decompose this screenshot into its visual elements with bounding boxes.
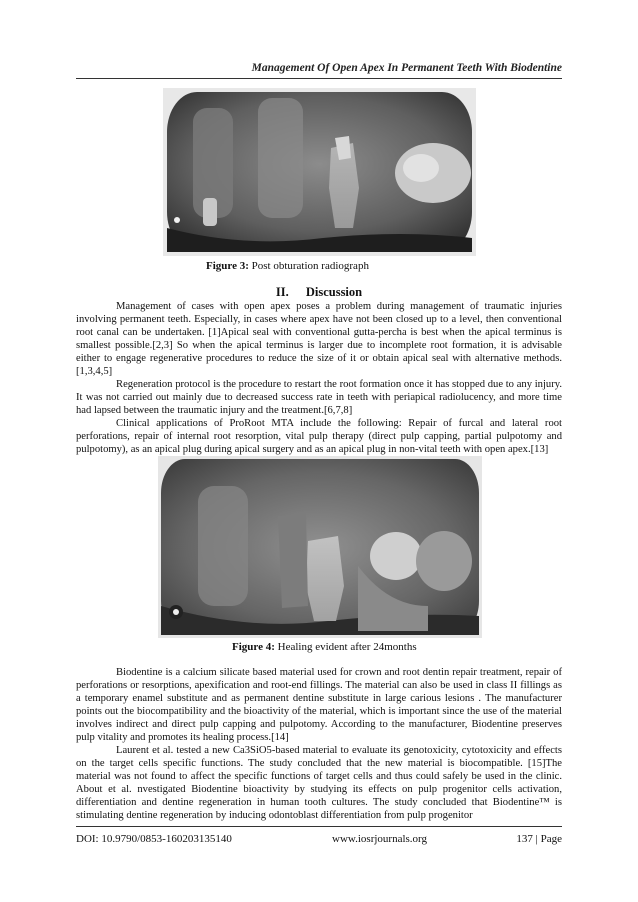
header-rule bbox=[76, 78, 562, 79]
paragraph: Management of cases with open apex poses a problem during management of traumatic injuries involving permanent teeth. Especially, in cases where apex have not been closed up to a level, then conventional root canal can be undertaken. [1]Apical seal with conventional gutta-percha is best when the apical terminus is smallest possible.[2,3] So when the apical terminus is larger due to incomplete root formation, it is advisable either to engage regenerative procedures to reduce the size of it or obtain apical seal with alternative methods.[1,3,4,5] bbox=[76, 301, 562, 377]
figure-3-caption-text: Post obturation radiograph bbox=[251, 260, 369, 272]
figure-4-caption bbox=[232, 641, 417, 653]
running-header: Management Of Open Apex In Permanent Teeth With Biodentine bbox=[251, 62, 562, 74]
footer-doi: DOI: 10.9790/0853-160203135140 bbox=[76, 833, 232, 845]
figure-4-radiograph bbox=[158, 456, 482, 638]
discussion-text-block-2 bbox=[76, 666, 562, 822]
discussion-text-block-1 bbox=[76, 300, 562, 456]
section-heading bbox=[0, 285, 638, 300]
figure-4-label: Figure 4: bbox=[232, 641, 275, 653]
footer-website[interactable]: www.iosrjournals.org bbox=[332, 833, 428, 845]
paragraph: Clinical applications of ProRoot MTA include the following: Repair of furcal and lateral root perforations, repair of internal root resorption, vital pulp therapy (direct pulp capping, partial pulpotomy and pulpotomy), as an apical plug during apical surgery and as an apical plug in non-vital teeth with open apex.[13] bbox=[76, 418, 562, 455]
paragraph: Biodentine is a calcium silicate based material used for crown and root dentin repair treatment, repair of perforations or resorptions, apexification and root-end fillings. The material can also be used in class II fillings as a temporary enamel substitute and as permanent dentine substitute in large carious lesions . The manufacturer points out the biocompatibility and the bioactivity of the material, which is important since the use of the material involves indirect and direct pulp capping and pulpotomy. According to the manufacturer, Biodentine preserves pulp vitality and promotes its healing process.[14] bbox=[76, 667, 562, 743]
footer-rule bbox=[76, 826, 562, 827]
figure-3-radiograph bbox=[163, 88, 476, 256]
paragraph: Regeneration protocol is the procedure to restart the root formation once it has stopped due to any injury. It was not carried out mainly due to decreased success rate in teeth with periapical radiolucency, and more time had lapsed between the traumatic injury and the treatment.[6,7,8] bbox=[76, 379, 562, 416]
section-title: Discussion bbox=[305, 285, 363, 299]
footer-page-number: 137 | Page bbox=[516, 833, 562, 845]
section-number: II. bbox=[275, 285, 289, 299]
paragraph: Laurent et al. tested a new Ca3SiO5-based material to evaluate its genotoxicity, cytotoxicity and effects on the target cells specific functions. The study concluded that the new material is biocompatible. [15]The material was not found to affect the specific functions of target cells and thus could safely be used in the clinic. About et al. nvestigated Biodentine bioactivity by studying its effects on pulp progenitor cells activation, differentiation and dentine regeneration in human tooth cultures. The study concluded that Biodentine™ is stimulating dentine regeneration by inducing odontoblast differentiation from pulp progenitor bbox=[76, 745, 562, 821]
figure-3-label: Figure 3: bbox=[206, 260, 249, 272]
figure-3-caption bbox=[206, 260, 369, 272]
figure-4-caption-text: Healing evident after 24months bbox=[277, 641, 417, 653]
